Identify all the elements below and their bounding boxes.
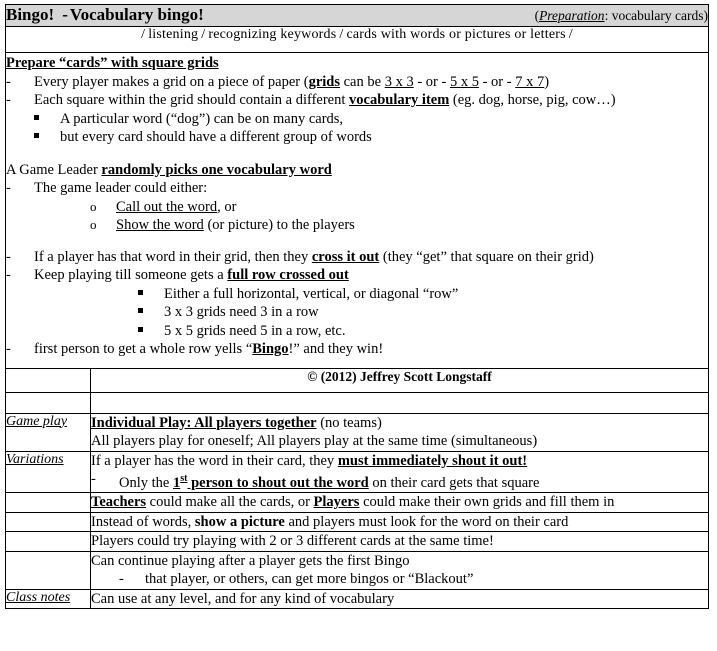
s2-b3-sub-1: Either a full horizontal, vertical, or diagonal “row” bbox=[164, 285, 459, 302]
dash-marker: - bbox=[119, 571, 124, 588]
row-label-game-play bbox=[6, 413, 91, 451]
s2-b2-term: cross it out bbox=[311, 248, 380, 265]
spacer-content-cell bbox=[91, 392, 709, 413]
document-page bbox=[0, 4, 717, 651]
spacer-row bbox=[6, 392, 709, 413]
tagline-sep-1: / bbox=[201, 27, 206, 42]
spacer bbox=[6, 359, 708, 368]
s2-option-2 bbox=[116, 216, 708, 235]
section-2-heading: randomly picks one vocabulary word bbox=[101, 161, 332, 178]
list-item bbox=[6, 322, 708, 341]
s1-b2-pre: Each square within the grid should contain a different bbox=[34, 92, 350, 108]
var3-pre: Instead of words, bbox=[91, 513, 195, 530]
circle-bullet-icon: o bbox=[90, 198, 97, 214]
copyright-row bbox=[6, 368, 709, 392]
variations-content-3 bbox=[91, 512, 709, 532]
var2-mid: could make all the cards, or bbox=[146, 494, 314, 511]
class-notes-label-text: Class notes bbox=[6, 589, 71, 605]
instructions-row bbox=[6, 53, 709, 369]
spacer-label-cell bbox=[6, 392, 91, 413]
var2-teachers: Teachers bbox=[91, 494, 147, 511]
spacer bbox=[6, 147, 708, 160]
dash-marker: - bbox=[6, 248, 11, 265]
s1-b1-grids: grids bbox=[308, 73, 340, 90]
s2-b3-term: full row crossed out bbox=[227, 267, 349, 283]
circle-bullet-icon: o bbox=[90, 217, 97, 232]
s2-b3-pre: Keep playing till someone gets a bbox=[34, 267, 228, 283]
s1-b1-pre: Every player makes a grid on a piece of paper ( bbox=[34, 73, 309, 90]
square-bullet-icon bbox=[138, 303, 164, 322]
section-1-heading: Prepare “cards” with square grids bbox=[6, 55, 219, 71]
list-item bbox=[91, 470, 708, 492]
s1-b1-mid1: can be bbox=[340, 73, 385, 90]
s2-bullet-1: The game leader could either: bbox=[34, 180, 208, 196]
list-item bbox=[6, 110, 708, 129]
copyright-cell bbox=[91, 368, 709, 392]
preparation-note bbox=[535, 8, 708, 24]
list-item bbox=[6, 285, 708, 304]
section-1-heading-line bbox=[6, 53, 708, 73]
s1-b2-sub-2: but every card should have a different group of words bbox=[60, 129, 372, 145]
dash-marker: - bbox=[6, 267, 11, 283]
row-label-empty-4 bbox=[6, 551, 91, 589]
dash-marker: - bbox=[6, 73, 11, 90]
prep-label: Preparation bbox=[539, 8, 605, 23]
tagline-sep-2: / bbox=[339, 27, 344, 42]
list-item bbox=[6, 198, 708, 217]
tagline-item-0: listening bbox=[148, 27, 199, 42]
variations-content-4: Players could try playing with 2 or 3 different cards at the same time! bbox=[91, 532, 709, 552]
s2-o1-rest: , or bbox=[217, 198, 237, 215]
s1-b1-option-2: 5 x 5 bbox=[449, 73, 479, 90]
s2-b3-sub-2: 3 x 3 grids need 3 in a row bbox=[164, 304, 319, 320]
s1-b1-end: ) bbox=[544, 73, 550, 90]
skills-tagline bbox=[6, 27, 708, 43]
square-bullet-icon bbox=[138, 322, 164, 341]
variation-1-line bbox=[91, 452, 708, 471]
s1-bullet-2 bbox=[34, 91, 708, 110]
s2-b2-pre: If a player has that word in their grid, then they bbox=[34, 248, 312, 265]
var5-line-1: Can continue playing after a player gets the first Bingo bbox=[91, 552, 410, 569]
s2-o2-underlined: Show the word bbox=[116, 217, 204, 233]
s2-o1-underlined: Call out the word bbox=[116, 198, 218, 215]
s1-b1-mid2: - or - bbox=[413, 73, 450, 90]
var2-end: could make their own grids and fill them in bbox=[359, 494, 615, 511]
s1-b2-term: vocabulary item bbox=[349, 92, 450, 108]
copyright-text: (2012) Jeffrey Scott Longstaff bbox=[317, 368, 492, 384]
copyright-icon: © bbox=[307, 368, 318, 384]
var1-sub-ordinal: 1 bbox=[172, 474, 181, 491]
list-item bbox=[6, 179, 708, 198]
var1-term: must immediately shout it out! bbox=[337, 452, 528, 469]
row-label-variations bbox=[6, 451, 91, 493]
s2-b4-term: Bingo bbox=[252, 341, 289, 357]
var2-players: Players bbox=[313, 494, 360, 511]
var1-sub bbox=[119, 470, 708, 492]
game-play-label-text: Game play bbox=[6, 413, 68, 429]
variations-row-5 bbox=[6, 551, 709, 589]
spacer bbox=[6, 235, 708, 248]
gp-line1-rest: (no teams) bbox=[316, 414, 382, 431]
tagline-cell bbox=[6, 27, 709, 53]
variations-label-text: Variations bbox=[6, 451, 64, 467]
s2-b2-end: (they “get” that square on their grid) bbox=[379, 248, 594, 265]
title-subtitle: Vocabulary bingo! bbox=[69, 5, 204, 24]
s1-bullet-1 bbox=[34, 73, 708, 92]
s2-bullet-4 bbox=[34, 340, 708, 359]
title-game-name: Bingo! bbox=[6, 5, 55, 24]
variations-row-3 bbox=[6, 512, 709, 532]
tagline-sep-0: / bbox=[141, 27, 146, 42]
list-item bbox=[6, 216, 708, 235]
s2-b4-pre: first person to get a whole row yells “ bbox=[34, 341, 253, 357]
prep-open-paren: ( bbox=[534, 8, 540, 23]
game-play-content bbox=[91, 413, 709, 451]
title-cell bbox=[6, 5, 709, 27]
s2-o2-rest: (or picture) to the players bbox=[203, 217, 355, 233]
square-bullet-icon bbox=[138, 285, 164, 304]
title-row bbox=[6, 5, 709, 27]
s1-b1-option-1: 3 x 3 bbox=[384, 73, 414, 90]
s2-option-1 bbox=[116, 198, 708, 217]
dash-marker: - bbox=[6, 180, 11, 196]
class-notes-row bbox=[6, 589, 709, 609]
gp-line1-bold: Individual Play: All players together bbox=[91, 414, 317, 431]
s1-b1-option-3: 7 x 7 bbox=[515, 73, 545, 90]
s1-b2-sub-1: A particular word (“dog”) can be on many cards, bbox=[60, 110, 344, 127]
row-label-empty-3 bbox=[6, 532, 91, 552]
variations-content-1 bbox=[91, 451, 709, 493]
var3-end: and players must look for the word on their card bbox=[284, 513, 569, 530]
title-dash: - bbox=[62, 5, 68, 24]
tagline-item-2: cards with words or pictures or letters bbox=[346, 27, 566, 42]
s1-b1-mid3: - or - bbox=[478, 73, 516, 90]
section-2-pre: A Game Leader bbox=[6, 161, 102, 178]
dash-marker: - bbox=[91, 471, 96, 487]
s2-b3-sub-3: 5 x 5 grids need 5 in a row, etc. bbox=[164, 322, 346, 339]
s2-bullet-3 bbox=[34, 266, 708, 285]
list-item bbox=[6, 91, 708, 110]
game-play-line-2: All players play for oneself; All players play at the same time (simultaneous) bbox=[91, 433, 538, 449]
dash-marker: - bbox=[6, 341, 11, 357]
page-title bbox=[6, 5, 204, 25]
s2-b4-end: !” and they win! bbox=[288, 341, 384, 357]
var1-pre: If a player has the word in their card, they bbox=[91, 452, 338, 469]
var1-sub-term: person to shout out the word bbox=[187, 474, 369, 491]
list-item bbox=[6, 340, 708, 359]
square-bullet-icon bbox=[34, 128, 60, 147]
variations-content-5 bbox=[91, 551, 709, 589]
dash-marker: - bbox=[6, 92, 11, 108]
activity-card-table bbox=[5, 4, 709, 609]
variations-row-4 bbox=[6, 532, 709, 552]
list-item bbox=[6, 73, 708, 92]
row-label-class-notes bbox=[6, 589, 91, 609]
list-item bbox=[6, 266, 708, 285]
var1-sub-end: on their card gets that square bbox=[368, 474, 540, 491]
tagline-sep-3: / bbox=[568, 27, 573, 42]
tagline-row bbox=[6, 27, 709, 53]
row-label-empty-1 bbox=[6, 493, 91, 513]
tagline-item-1: recognizing keywords bbox=[208, 27, 337, 42]
s2-bullet-2 bbox=[34, 248, 708, 267]
variations-content-2 bbox=[91, 493, 709, 513]
prep-rest: : vocabulary cards) bbox=[604, 8, 709, 23]
var1-sub-pre: Only the bbox=[119, 474, 173, 491]
variations-row bbox=[6, 451, 709, 493]
row-label-empty-2 bbox=[6, 512, 91, 532]
game-play-line-1 bbox=[91, 414, 708, 433]
var3-term: show a picture bbox=[194, 513, 285, 530]
copyright-label-cell bbox=[6, 368, 91, 392]
list-item bbox=[6, 128, 708, 147]
class-notes-content: Can use at any level, and for any kind of vocabulary bbox=[91, 589, 709, 609]
list-item bbox=[91, 570, 708, 589]
variations-row-2 bbox=[6, 493, 709, 513]
section-2-heading-line bbox=[6, 160, 708, 180]
square-bullet-icon bbox=[34, 110, 60, 129]
s1-b2-end: (eg. dog, horse, pig, cow…) bbox=[449, 92, 616, 108]
instructions-cell bbox=[6, 53, 709, 369]
var1-sub-ordinal-suffix: st bbox=[180, 473, 188, 484]
var5-line-2: that player, or others, can get more bingos or “Blackout” bbox=[145, 571, 474, 588]
game-play-row bbox=[6, 413, 709, 451]
list-item bbox=[6, 303, 708, 322]
list-item bbox=[6, 248, 708, 267]
